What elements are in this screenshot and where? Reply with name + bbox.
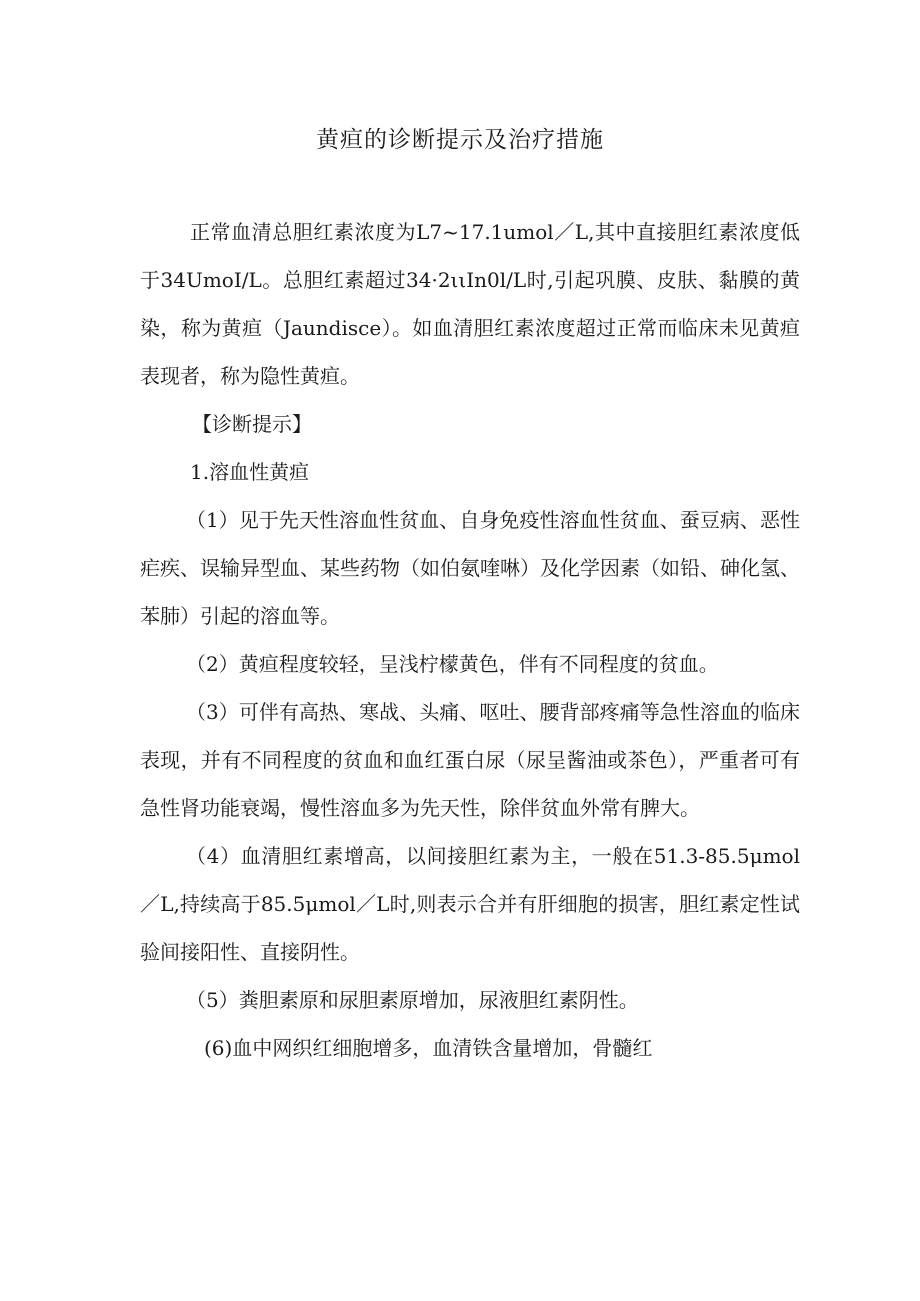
document-title: 黄疸的诊断提示及治疗措施 (316, 127, 604, 153)
list-item-1: （1）见于先天性溶血性贫血、自身免疫性溶血性贫血、蚕豆病、恶性疟疾、误输异型血、某些药物（如伯氨喹啉）及化学因素（如铅、砷化氢、苯肺）引起的溶血等。 (140, 508, 800, 628)
list-item-5: （5）粪胆素原和尿胆素原增加，尿液胆红素阴性。 (186, 988, 639, 1012)
document-body (140, 208, 800, 1072)
list-item-2: （2）黄疸程度较轻，呈浅柠檬黄色，伴有不同程度的贫血。 (186, 652, 719, 676)
list-item-4: （4）血清胆红素增高，以间接胆红素为主，一般在51.3-85.5μmol／L,持续高于85.5μmol／L时,则表示合并有肝细胞的损害，胆红素定性试验间接阳性、直接阴性。 (140, 844, 800, 964)
paragraph-intro: 正常血清总胆红素浓度为L7~17.1umol／L,其中直接胆红素浓度低于34UmoI/L。总胆红素超过34·2ιιIn0l/L时,引起巩膜、皮肤、黏膜的黄染，称为黄疸（Jaundisce）。如血清胆红素浓度超过正常而临床未见黄疸表现者，称为隐性黄疸。 (140, 220, 800, 388)
section-heading-diagnosis: 【诊断提示】 (192, 412, 312, 436)
list-item-6: (6)血中网织红细胞增多，血清铁含量增加，骨髓红 (204, 1036, 653, 1060)
subsection-heading-hemolytic: 1.溶血性黄疸 (190, 460, 310, 484)
list-item-3: （3）可伴有高热、寒战、头痛、呕吐、腰背部疼痛等急性溶血的临床表现，并有不同程度的贫血和血红蛋白尿（尿呈酱油或茶色），严重者可有急性肾功能衰竭，慢性溶血多为先天性，除伴贫血外常有脾大。 (140, 700, 800, 820)
